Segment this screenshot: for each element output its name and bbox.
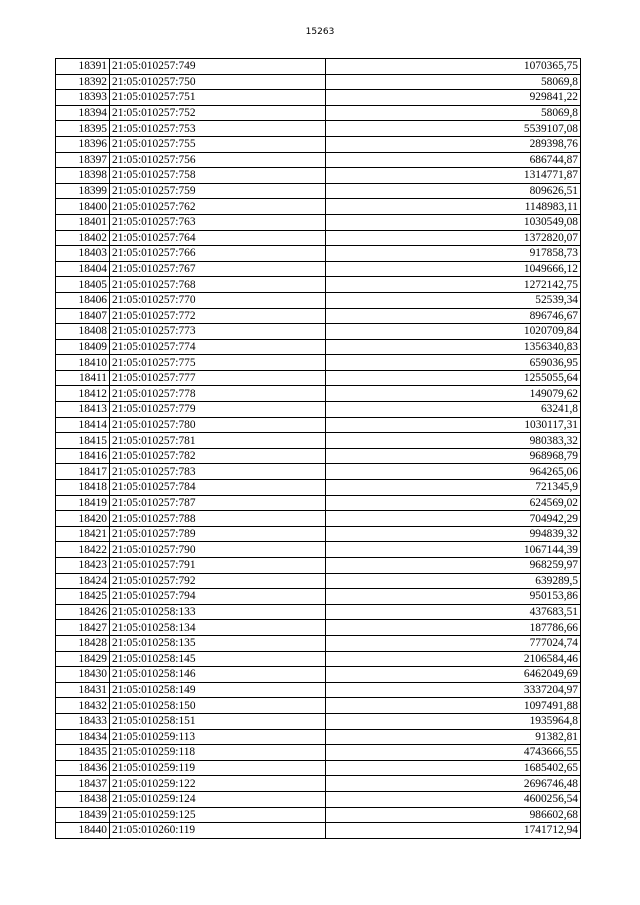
cadastral-number-cell: 21:05:010257:794 bbox=[110, 589, 326, 605]
cadastral-value-cell: 2106584,46 bbox=[326, 651, 581, 667]
row-number-cell: 18399 bbox=[56, 183, 110, 199]
cadastral-number-cell: 21:05:010257:772 bbox=[110, 308, 326, 324]
row-number-cell: 18428 bbox=[56, 635, 110, 651]
cadastral-value-cell: 1030117,31 bbox=[326, 417, 581, 433]
table-row bbox=[56, 308, 581, 324]
row-number-cell: 18418 bbox=[56, 480, 110, 496]
row-number-cell: 18396 bbox=[56, 136, 110, 152]
table-row bbox=[56, 292, 581, 308]
table-row bbox=[56, 199, 581, 215]
cadastral-value-cell: 58069,8 bbox=[326, 74, 581, 90]
row-number-cell: 18432 bbox=[56, 698, 110, 714]
table-row bbox=[56, 448, 581, 464]
table-row bbox=[56, 152, 581, 168]
cadastral-value-cell: 1935964,8 bbox=[326, 713, 581, 729]
cadastral-number-cell: 21:05:010258:134 bbox=[110, 620, 326, 636]
cadastral-number-cell: 21:05:010258:146 bbox=[110, 667, 326, 683]
table-row bbox=[56, 604, 581, 620]
table-row bbox=[56, 183, 581, 199]
row-number-cell: 18391 bbox=[56, 59, 110, 75]
cadastral-value-cell: 1020709,84 bbox=[326, 324, 581, 340]
cadastral-value-cell: 149079,62 bbox=[326, 386, 581, 402]
row-number-cell: 18397 bbox=[56, 152, 110, 168]
row-number-cell: 18436 bbox=[56, 760, 110, 776]
row-number-cell: 18394 bbox=[56, 105, 110, 121]
row-number-cell: 18408 bbox=[56, 324, 110, 340]
row-number-cell: 18400 bbox=[56, 199, 110, 215]
table-row bbox=[56, 90, 581, 106]
row-number-cell: 18440 bbox=[56, 823, 110, 839]
row-number-cell: 18417 bbox=[56, 464, 110, 480]
cadastral-number-cell: 21:05:010259:124 bbox=[110, 791, 326, 807]
row-number-cell: 18419 bbox=[56, 495, 110, 511]
table-row bbox=[56, 573, 581, 589]
cadastral-number-cell: 21:05:010257:756 bbox=[110, 152, 326, 168]
table-row bbox=[56, 339, 581, 355]
table-row bbox=[56, 464, 581, 480]
cadastral-value-cell: 1049666,12 bbox=[326, 261, 581, 277]
row-number-cell: 18431 bbox=[56, 682, 110, 698]
cadastral-number-cell: 21:05:010257:787 bbox=[110, 495, 326, 511]
cadastral-number-cell: 21:05:010259:113 bbox=[110, 729, 326, 745]
cadastral-number-cell: 21:05:010257:749 bbox=[110, 59, 326, 75]
row-number-cell: 18424 bbox=[56, 573, 110, 589]
table-row bbox=[56, 667, 581, 683]
cadastral-number-cell: 21:05:010257:766 bbox=[110, 246, 326, 262]
row-number-cell: 18392 bbox=[56, 74, 110, 90]
table-row bbox=[56, 105, 581, 121]
cadastral-number-cell: 21:05:010258:150 bbox=[110, 698, 326, 714]
cadastral-number-cell: 21:05:010257:750 bbox=[110, 74, 326, 90]
cadastral-number-cell: 21:05:010257:783 bbox=[110, 464, 326, 480]
table-row bbox=[56, 402, 581, 418]
page-number: 15263 bbox=[305, 27, 335, 37]
cadastral-number-cell: 21:05:010257:755 bbox=[110, 136, 326, 152]
cadastral-number-cell: 21:05:010257:763 bbox=[110, 214, 326, 230]
cadastral-value-cell: 2696746,48 bbox=[326, 776, 581, 792]
table-row bbox=[56, 713, 581, 729]
cadastral-value-cell: 1097491,88 bbox=[326, 698, 581, 714]
row-number-cell: 18403 bbox=[56, 246, 110, 262]
table-row bbox=[56, 324, 581, 340]
cadastral-number-cell: 21:05:010257:768 bbox=[110, 277, 326, 293]
cadastral-value-cell: 1272142,75 bbox=[326, 277, 581, 293]
cadastral-value-cell: 686744,87 bbox=[326, 152, 581, 168]
row-number-cell: 18433 bbox=[56, 713, 110, 729]
cadastral-number-cell: 21:05:010257:770 bbox=[110, 292, 326, 308]
table-row bbox=[56, 355, 581, 371]
cadastral-number-cell: 21:05:010257:762 bbox=[110, 199, 326, 215]
table-row bbox=[56, 480, 581, 496]
cadastral-value-cell: 968259,97 bbox=[326, 558, 581, 574]
cadastral-number-cell: 21:05:010258:149 bbox=[110, 682, 326, 698]
table-row bbox=[56, 121, 581, 137]
table-row bbox=[56, 558, 581, 574]
table-row bbox=[56, 526, 581, 542]
cadastral-value-cell: 777024,74 bbox=[326, 635, 581, 651]
cadastral-number-cell: 21:05:010257:758 bbox=[110, 168, 326, 184]
cadastral-value-cell: 624569,02 bbox=[326, 495, 581, 511]
cadastral-number-cell: 21:05:010257:782 bbox=[110, 448, 326, 464]
row-number-cell: 18404 bbox=[56, 261, 110, 277]
cadastral-number-cell: 21:05:010257:780 bbox=[110, 417, 326, 433]
cadastral-value-cell: 659036,95 bbox=[326, 355, 581, 371]
row-number-cell: 18425 bbox=[56, 589, 110, 605]
cadastral-number-cell: 21:05:010257:784 bbox=[110, 480, 326, 496]
cadastral-value-cell: 917858,73 bbox=[326, 246, 581, 262]
table-row bbox=[56, 760, 581, 776]
cadastral-value-cell: 809626,51 bbox=[326, 183, 581, 199]
row-number-cell: 18410 bbox=[56, 355, 110, 371]
table-row bbox=[56, 651, 581, 667]
row-number-cell: 18402 bbox=[56, 230, 110, 246]
cadastral-value-cell: 1356340,83 bbox=[326, 339, 581, 355]
row-number-cell: 18422 bbox=[56, 542, 110, 558]
table-row bbox=[56, 745, 581, 761]
table-row bbox=[56, 635, 581, 651]
cadastral-value-cell: 63241,8 bbox=[326, 402, 581, 418]
row-number-cell: 18407 bbox=[56, 308, 110, 324]
table-row bbox=[56, 168, 581, 184]
cadastral-value-cell: 994839,32 bbox=[326, 526, 581, 542]
row-number-cell: 18398 bbox=[56, 168, 110, 184]
cadastral-number-cell: 21:05:010257:777 bbox=[110, 370, 326, 386]
cadastral-value-cell: 721345,9 bbox=[326, 480, 581, 496]
row-number-cell: 18423 bbox=[56, 558, 110, 574]
cadastral-number-cell: 21:05:010257:790 bbox=[110, 542, 326, 558]
table-row bbox=[56, 682, 581, 698]
row-number-cell: 18409 bbox=[56, 339, 110, 355]
row-number-cell: 18414 bbox=[56, 417, 110, 433]
cadastral-value-cell: 1685402,65 bbox=[326, 760, 581, 776]
row-number-cell: 18437 bbox=[56, 776, 110, 792]
cadastral-number-cell: 21:05:010257:778 bbox=[110, 386, 326, 402]
cadastral-value-cell: 986602,68 bbox=[326, 807, 581, 823]
cadastral-value-cell: 1741712,94 bbox=[326, 823, 581, 839]
table-row bbox=[56, 136, 581, 152]
table-row bbox=[56, 59, 581, 75]
cadastral-number-cell: 21:05:010257:764 bbox=[110, 230, 326, 246]
table-row bbox=[56, 698, 581, 714]
cadastral-number-cell: 21:05:010259:118 bbox=[110, 745, 326, 761]
table-row bbox=[56, 433, 581, 449]
cadastral-value-cell: 52539,34 bbox=[326, 292, 581, 308]
row-number-cell: 18401 bbox=[56, 214, 110, 230]
cadastral-value-cell: 187786,66 bbox=[326, 620, 581, 636]
cadastral-number-cell: 21:05:010257:752 bbox=[110, 105, 326, 121]
cadastral-number-cell: 21:05:010259:122 bbox=[110, 776, 326, 792]
row-number-cell: 18421 bbox=[56, 526, 110, 542]
cadastral-value-cell: 1030549,08 bbox=[326, 214, 581, 230]
row-number-cell: 18411 bbox=[56, 370, 110, 386]
cadastral-value-cell: 91382,81 bbox=[326, 729, 581, 745]
table-row bbox=[56, 261, 581, 277]
cadastral-number-cell: 21:05:010258:151 bbox=[110, 713, 326, 729]
cadastral-value-cell: 980383,32 bbox=[326, 433, 581, 449]
cadastral-number-cell: 21:05:010257:789 bbox=[110, 526, 326, 542]
table-row bbox=[56, 230, 581, 246]
cadastral-number-cell: 21:05:010257:753 bbox=[110, 121, 326, 137]
cadastral-number-cell: 21:05:010257:773 bbox=[110, 324, 326, 340]
table-row bbox=[56, 823, 581, 839]
cadastral-value-cell: 4743666,55 bbox=[326, 745, 581, 761]
cadastral-value-cell: 1067144,39 bbox=[326, 542, 581, 558]
cadastral-value-cell: 1148983,11 bbox=[326, 199, 581, 215]
cadastral-number-cell: 21:05:010257:788 bbox=[110, 511, 326, 527]
table-row bbox=[56, 620, 581, 636]
cadastral-value-cell: 639289,5 bbox=[326, 573, 581, 589]
row-number-cell: 18413 bbox=[56, 402, 110, 418]
row-number-cell: 18430 bbox=[56, 667, 110, 683]
cadastral-value-cell: 929841,22 bbox=[326, 90, 581, 106]
table-row bbox=[56, 542, 581, 558]
cadastral-number-cell: 21:05:010258:145 bbox=[110, 651, 326, 667]
table-row bbox=[56, 370, 581, 386]
row-number-cell: 18416 bbox=[56, 448, 110, 464]
cadastral-number-cell: 21:05:010258:135 bbox=[110, 635, 326, 651]
cadastral-value-cell: 5539107,08 bbox=[326, 121, 581, 137]
cadastral-value-cell: 58069,8 bbox=[326, 105, 581, 121]
cadastral-number-cell: 21:05:010260:119 bbox=[110, 823, 326, 839]
cadastral-number-cell: 21:05:010257:751 bbox=[110, 90, 326, 106]
cadastral-number-cell: 21:05:010257:767 bbox=[110, 261, 326, 277]
cadastral-number-cell: 21:05:010259:125 bbox=[110, 807, 326, 823]
table-row bbox=[56, 791, 581, 807]
cadastral-value-cell: 289398,76 bbox=[326, 136, 581, 152]
cadastral-value-cell: 1314771,87 bbox=[326, 168, 581, 184]
table-row bbox=[56, 417, 581, 433]
cadastral-value-cell: 437683,51 bbox=[326, 604, 581, 620]
table-row bbox=[56, 729, 581, 745]
table-row bbox=[56, 776, 581, 792]
row-number-cell: 18427 bbox=[56, 620, 110, 636]
table-row bbox=[56, 214, 581, 230]
cadastral-number-cell: 21:05:010257:779 bbox=[110, 402, 326, 418]
cadastral-value-cell: 4600256,54 bbox=[326, 791, 581, 807]
table-row bbox=[56, 495, 581, 511]
cadastral-value-cell: 1070365,75 bbox=[326, 59, 581, 75]
row-number-cell: 18420 bbox=[56, 511, 110, 527]
row-number-cell: 18435 bbox=[56, 745, 110, 761]
row-number-cell: 18395 bbox=[56, 121, 110, 137]
table-row bbox=[56, 589, 581, 605]
row-number-cell: 18415 bbox=[56, 433, 110, 449]
cadastral-number-cell: 21:05:010259:119 bbox=[110, 760, 326, 776]
cadastral-number-cell: 21:05:010257:792 bbox=[110, 573, 326, 589]
cadastral-value-cell: 6462049,69 bbox=[326, 667, 581, 683]
row-number-cell: 18405 bbox=[56, 277, 110, 293]
cadastral-value-cell: 3337204,97 bbox=[326, 682, 581, 698]
table-row bbox=[56, 74, 581, 90]
cadastral-number-cell: 21:05:010257:775 bbox=[110, 355, 326, 371]
cadastral-value-cell: 1255055,64 bbox=[326, 370, 581, 386]
row-number-cell: 18412 bbox=[56, 386, 110, 402]
row-number-cell: 18439 bbox=[56, 807, 110, 823]
cadastral-number-cell: 21:05:010257:774 bbox=[110, 339, 326, 355]
table-body bbox=[56, 59, 581, 839]
cadastral-value-cell: 950153,86 bbox=[326, 589, 581, 605]
row-number-cell: 18426 bbox=[56, 604, 110, 620]
row-number-cell: 18434 bbox=[56, 729, 110, 745]
cadastral-value-cell: 704942,29 bbox=[326, 511, 581, 527]
table-row bbox=[56, 277, 581, 293]
cadastral-number-cell: 21:05:010257:781 bbox=[110, 433, 326, 449]
row-number-cell: 18429 bbox=[56, 651, 110, 667]
cadastral-value-cell: 1372820,07 bbox=[326, 230, 581, 246]
row-number-cell: 18438 bbox=[56, 791, 110, 807]
table-row bbox=[56, 246, 581, 262]
cadastral-number-cell: 21:05:010258:133 bbox=[110, 604, 326, 620]
table-row bbox=[56, 511, 581, 527]
cadastral-number-cell: 21:05:010257:759 bbox=[110, 183, 326, 199]
cadastral-number-cell: 21:05:010257:791 bbox=[110, 558, 326, 574]
cadastral-value-cell: 968968,79 bbox=[326, 448, 581, 464]
cadastral-value-cell: 964265,06 bbox=[326, 464, 581, 480]
row-number-cell: 18393 bbox=[56, 90, 110, 106]
cadastral-value-cell: 896746,67 bbox=[326, 308, 581, 324]
cadastral-value-table bbox=[55, 58, 581, 839]
row-number-cell: 18406 bbox=[56, 292, 110, 308]
table-row bbox=[56, 807, 581, 823]
table-row bbox=[56, 386, 581, 402]
